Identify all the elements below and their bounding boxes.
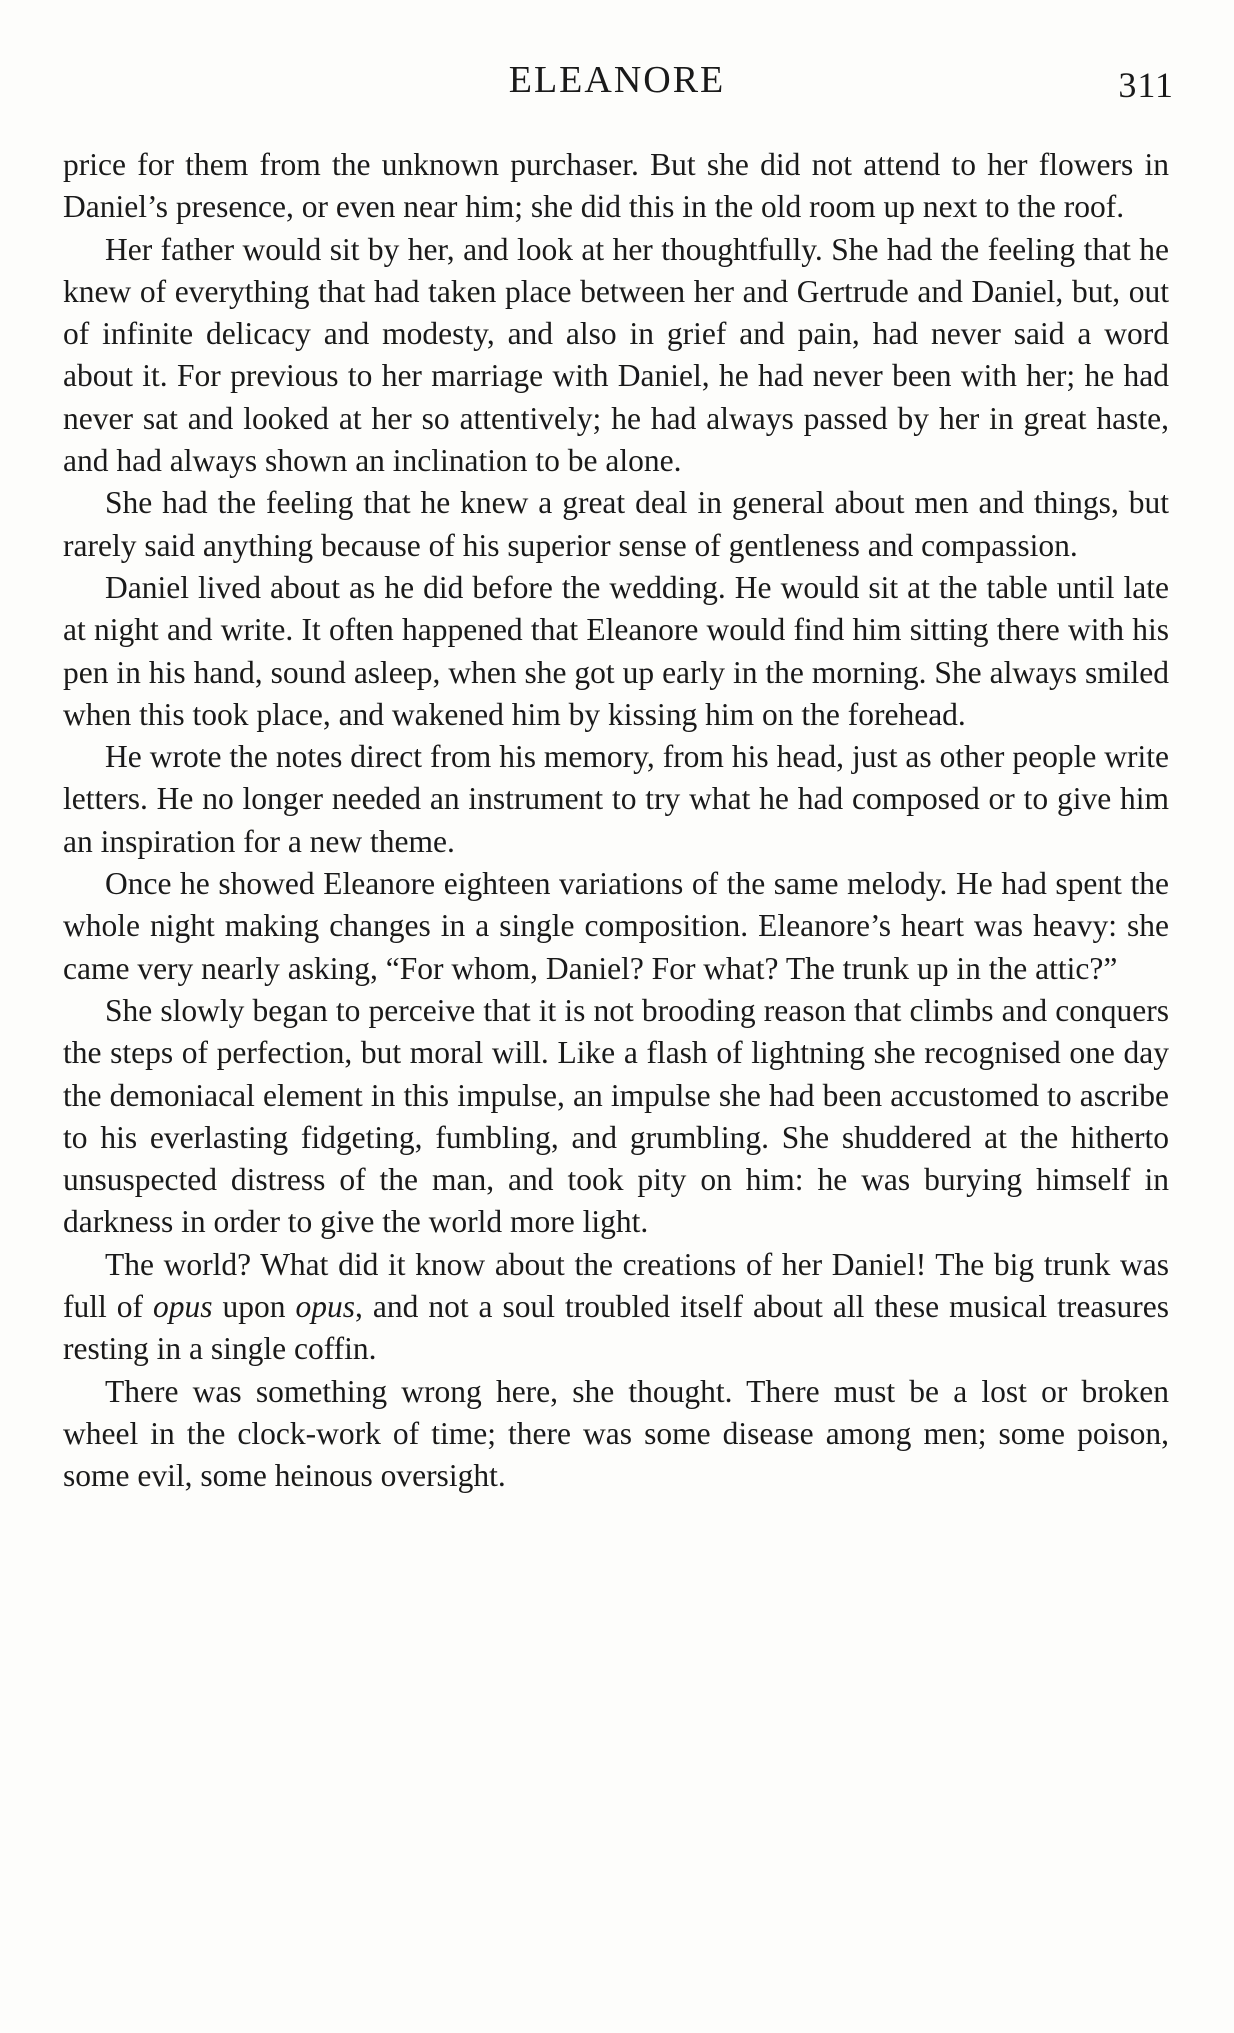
paragraph-8-italic-opus-1: opus (152, 1289, 213, 1325)
running-title: ELEANORE (508, 59, 726, 101)
paragraph-8 (63, 1244, 1169, 1371)
paragraph-8-italic-opus-2: opus (295, 1289, 355, 1325)
paragraph-8-text-e: , and not a soul troubled itself about all these musical treasures resting in a single coffin. (63, 1289, 1170, 1367)
paragraph-7: She slowly began to perceive that it is not brooding reason that climbs and conquers the steps of perfection, but moral will. Like a flash of lightning she recognised one day the demoniacal element in this impulse, an impulse she had been accustomed to ascribe to his everlasting fidgeting, fumbling, and grumbling. She shuddered at the hitherto unsuspected distress of the man, and took pity on him: he was burying himself in darkness in order to give the world more light. (63, 992, 1169, 1240)
paragraph-5: He wrote the notes direct from his memory, from his head, just as other people write letters. He no longer needed an instrument to try what he had composed or to give him an inspiration for a new theme. (63, 739, 1169, 859)
paragraph-8-text-a: The world? What did it know about the creations of her Daniel! The big trunk was full of (63, 1246, 1169, 1325)
paragraph-6: Once he showed Eleanore eighteen variations of the same melody. He had spent the whole night making changes in a single composition. Eleanore’s heart was heavy: she came very nearly asking, “For whom, Daniel? For what? The trunk up in the attic?” (63, 866, 1169, 986)
paragraph-9: There was something wrong here, she thought. There must be a lost or broken wheel in the clock-work of time; there was some disease among men; some poison, some evil, some heinous oversight. (63, 1373, 1169, 1494)
paragraph-8-text-c: upon (212, 1289, 296, 1325)
running-head (60, 58, 1174, 118)
paragraph-3: She had the feeling that he knew a great deal in general about men and things, but rarely said anything because of his superior sense of gentleness and compassion. (63, 485, 1169, 563)
paragraph-4: Daniel lived about as he did before the wedding. He would sit at the table until late at night and write. It often happened that Eleanore would find him sitting there with his pen in his hand, sound asleep, when she got up early in the morning. She always smiled when this took place, and wakened him by kissing him on the forehead. (63, 569, 1169, 732)
paragraph-2: Her father would sit by her, and look at her thoughtfully. She had the feeling that he knew of everything that had taken place between her and Gertrude and Daniel, but, out of infinite delicacy and modesty, and also in grief and pain, had never said a word about it. For previous to her marriage with Daniel, he had never been with her; he had never sat and looked at her so attentively; he had always passed by her in great haste, and had always shown an inclination to be alone. (63, 231, 1169, 479)
body-text (63, 144, 1169, 1498)
page-number: 311 (1118, 65, 1174, 105)
paragraph-1: price for them from the unknown purchaser. But she did not attend to her flowers in Daniel’s presence, or even near him; she did this in the old room up next to the roof. (63, 147, 1169, 225)
